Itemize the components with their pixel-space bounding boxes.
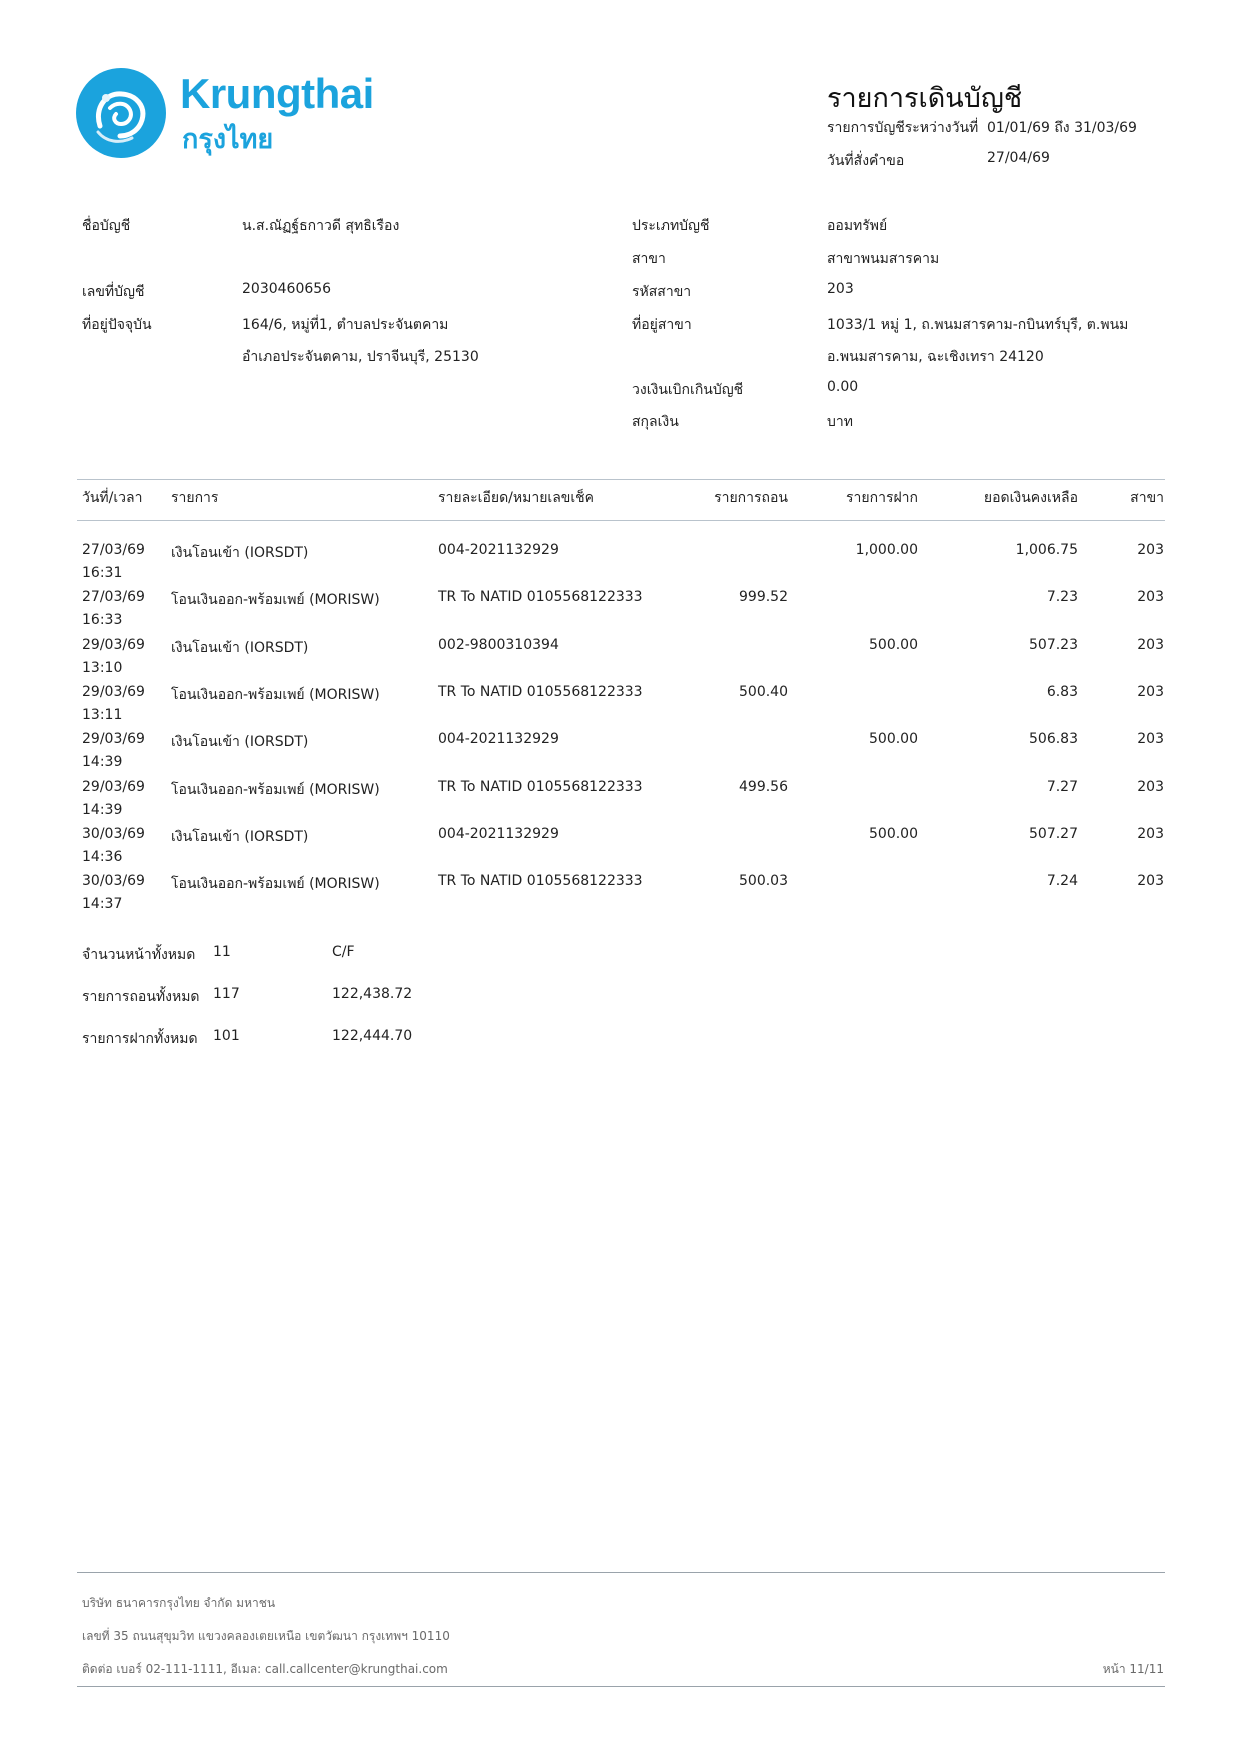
cell-withdraw: 999.52 — [739, 589, 788, 606]
col-header-description: รายการ — [171, 490, 219, 506]
cell-time: 13:11 — [82, 706, 123, 723]
cell-time: 16:33 — [82, 612, 123, 629]
address-line1: 164/6, หมู่ที่1, ตำบลประจันตคาม — [242, 317, 449, 333]
cell-deposit: 500.00 — [869, 636, 918, 653]
branch-code-value: 203 — [827, 281, 854, 297]
bank-logo — [76, 68, 166, 162]
currency-label: สกุลเงิน — [632, 414, 679, 430]
cell-branch: 203 — [1137, 636, 1164, 653]
page-title: รายการเดินบัญชี — [827, 83, 1023, 114]
cell-branch: 203 — [1137, 873, 1164, 890]
cell-date: 27/03/69 — [82, 589, 145, 606]
cell-branch: 203 — [1137, 825, 1164, 842]
cell-description: เงินโอนเข้า (IORSDT) — [171, 828, 309, 845]
address-label: ที่อยู่ปัจจุบัน — [82, 317, 152, 333]
overdraft-value: 0.00 — [827, 379, 859, 395]
cell-branch: 203 — [1137, 683, 1164, 700]
cell-withdraw: 500.40 — [739, 683, 788, 700]
cell-branch: 203 — [1137, 778, 1164, 795]
cell-balance: 7.24 — [1046, 873, 1078, 890]
krungthai-seal-icon — [76, 68, 166, 158]
cell-description: โอนเงินออก-พร้อมเพย์ (MORISW) — [171, 592, 380, 609]
col-header-balance: ยอดเงินคงเหลือ — [983, 490, 1078, 506]
col-header-detail: รายละเอียด/หมายเลขเช็ค — [438, 490, 594, 506]
account-type-label: ประเภทบัญชี — [632, 218, 710, 234]
summary-deposit-count: 101 — [213, 1028, 240, 1044]
cell-balance: 506.83 — [1029, 731, 1078, 748]
cell-date: 29/03/69 — [82, 683, 145, 700]
cell-description: โอนเงินออก-พร้อมเพย์ (MORISW) — [171, 686, 380, 703]
account-type-value: ออมทรัพย์ — [827, 218, 888, 234]
address-line2: อำเภอประจันตคาม, ปราจีนบุรี, 25130 — [242, 349, 479, 365]
period-label: รายการบัญชีระหว่างวันที่ — [827, 120, 979, 136]
summary-withdraw-count: 117 — [213, 986, 240, 1002]
cell-date: 29/03/69 — [82, 778, 145, 795]
cell-detail: TR To NATID 0105568122333 — [438, 683, 643, 700]
cell-balance: 6.83 — [1046, 683, 1078, 700]
cell-detail: TR To NATID 0105568122333 — [438, 778, 643, 795]
account-number-value: 2030460656 — [242, 281, 332, 297]
cell-deposit: 1,000.00 — [855, 542, 918, 558]
footer-bottom-divider — [77, 1686, 1165, 1687]
overdraft-label: วงเงินเบิกเกินบัญชี — [632, 382, 744, 398]
footer-company: บริษัท ธนาคารกรุงไทย จำกัด มหาชน — [82, 1596, 276, 1610]
cell-detail: TR To NATID 0105568122333 — [438, 873, 643, 890]
cell-deposit: 500.00 — [869, 825, 918, 842]
cell-detail: 004-2021132929 — [438, 825, 559, 842]
table-top-divider — [77, 479, 1165, 480]
cell-time: 14:36 — [82, 848, 123, 865]
request-date-value: 27/04/69 — [987, 150, 1050, 166]
cell-description: เงินโอนเข้า (IORSDT) — [171, 545, 309, 561]
cell-detail: TR To NATID 0105568122333 — [438, 589, 643, 606]
summary-pages-label: จำนวนหน้าทั้งหมด — [82, 947, 196, 963]
cell-withdraw: 500.03 — [739, 873, 788, 890]
cell-description: เงินโอนเข้า (IORSDT) — [171, 734, 309, 751]
footer-contact: ติดต่อ เบอร์ 02-111-1111, อีเมล: call.callcenter@krungthai.com — [82, 1662, 448, 1676]
branch-value: สาขาพนมสารคาม — [827, 251, 940, 267]
cell-time: 14:39 — [82, 801, 123, 818]
cell-time: 14:37 — [82, 896, 123, 913]
brand-name-th: กรุงไทย — [182, 124, 274, 155]
col-header-datetime: วันที่/เวลา — [82, 490, 143, 506]
period-value: 01/01/69 ถึง 31/03/69 — [987, 120, 1137, 136]
cell-date: 29/03/69 — [82, 636, 145, 653]
account-name-value: น.ส.ณัฏฐ์ธกาวดี สุทธิเรือง — [242, 218, 400, 234]
col-header-withdraw: รายการถอน — [714, 490, 788, 506]
summary-withdraw-total: 122,438.72 — [332, 986, 413, 1002]
summary-deposit-label: รายการฝากทั้งหมด — [82, 1031, 198, 1047]
cell-time: 13:10 — [82, 659, 123, 676]
cell-deposit: 500.00 — [869, 731, 918, 748]
brand-name-en: Krungthai — [180, 70, 374, 117]
cell-detail: 004-2021132929 — [438, 542, 559, 558]
currency-value: บาท — [827, 414, 853, 430]
cell-balance: 507.27 — [1029, 825, 1078, 842]
cell-branch: 203 — [1137, 589, 1164, 606]
branch-code-label: รหัสสาขา — [632, 284, 692, 300]
branch-address-label: ที่อยู่สาขา — [632, 317, 692, 333]
cell-time: 16:31 — [82, 565, 123, 581]
cell-branch: 203 — [1137, 731, 1164, 748]
cell-description: โอนเงินออก-พร้อมเพย์ (MORISW) — [171, 876, 380, 893]
cell-balance: 1,006.75 — [1015, 542, 1078, 558]
cell-description: โอนเงินออก-พร้อมเพย์ (MORISW) — [171, 781, 380, 798]
account-number-label: เลขที่บัญชี — [82, 284, 145, 300]
summary-cf: C/F — [332, 944, 355, 960]
page-number: หน้า 11/11 — [1102, 1662, 1164, 1676]
col-header-deposit: รายการฝาก — [846, 490, 918, 506]
summary-deposit-total: 122,444.70 — [332, 1028, 413, 1044]
request-date-label: วันที่สั่งคำขอ — [827, 153, 905, 169]
table-header-divider — [77, 520, 1165, 521]
cell-date: 30/03/69 — [82, 873, 145, 890]
summary-pages-value: 11 — [213, 944, 231, 960]
branch-address-line1: 1033/1 หมู่ 1, ถ.พนมสารคาม-กบินทร์บุรี, ต.พนม — [827, 317, 1129, 333]
cell-balance: 7.27 — [1046, 778, 1078, 795]
footer-top-divider — [77, 1572, 1165, 1573]
branch-label: สาขา — [632, 251, 666, 267]
cell-date: 27/03/69 — [82, 542, 145, 558]
cell-balance: 507.23 — [1029, 636, 1078, 653]
cell-date: 30/03/69 — [82, 825, 145, 842]
cell-time: 14:39 — [82, 754, 123, 771]
cell-withdraw: 499.56 — [739, 778, 788, 795]
footer-address: เลขที่ 35 ถนนสุขุมวิท แขวงคลองเตยเหนือ เขตวัฒนา กรุงเทพฯ 10110 — [82, 1629, 450, 1643]
cell-branch: 203 — [1137, 542, 1164, 558]
cell-detail: 004-2021132929 — [438, 731, 559, 748]
cell-date: 29/03/69 — [82, 731, 145, 748]
cell-detail: 002-9800310394 — [438, 636, 559, 653]
account-name-label: ชื่อบัญชี — [82, 218, 131, 234]
summary-withdraw-label: รายการถอนทั้งหมด — [82, 989, 200, 1005]
col-header-branch: สาขา — [1130, 490, 1164, 506]
cell-description: เงินโอนเข้า (IORSDT) — [171, 639, 309, 656]
cell-balance: 7.23 — [1046, 589, 1078, 606]
branch-address-line2: อ.พนมสารคาม, ฉะเชิงเทรา 24120 — [827, 349, 1044, 365]
